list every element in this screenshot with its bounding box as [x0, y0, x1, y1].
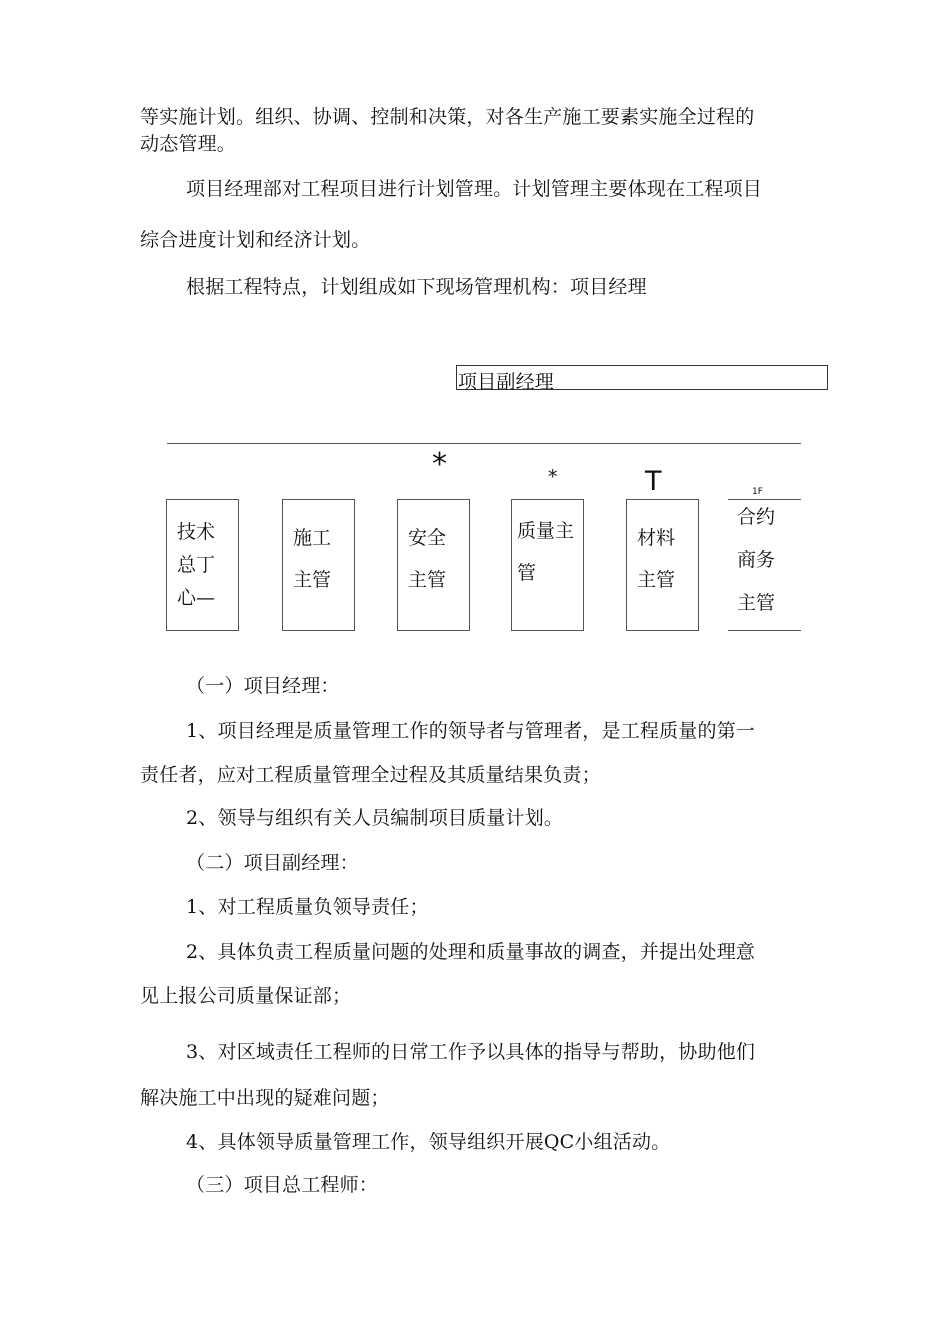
paragraph-1-line-1: 等实施计划。组织、协调、控制和决策，对各生产施工要素实施全过程的	[140, 106, 755, 128]
paragraph-2-line-1: 项目经理部对工程项目进行计划管理。计划管理主要体现在工程项目	[186, 178, 763, 200]
section-2-item-3-line-2: 解决施工中出现的疑难问题；	[140, 1087, 390, 1109]
section-2-item-2-line-1: 2、具体负责工程质量问题的处理和质量事故的调查，并提出处理意	[186, 941, 756, 963]
unit-label-safety: 安全 主管	[408, 527, 447, 591]
section-3-title: （三）项目总工程师：	[186, 1174, 379, 1196]
section-2-item-2-line-2: 见上报公司质量保证部；	[140, 985, 352, 1007]
tiny-mark: 1F	[752, 487, 763, 497]
star-mark-small: *	[548, 466, 558, 488]
section-2-item-1: 1、对工程质量负领导责任；	[186, 896, 429, 918]
unit-box-safety	[397, 499, 470, 631]
unit-box-materials	[626, 499, 699, 631]
section-2-item-3-line-1: 3、对区域责任工程师的日常工作予以具体的指导与帮助，协助他们	[186, 1041, 756, 1063]
unit-label-construction: 施工 主管	[293, 527, 332, 591]
section-1-item-1-line-1: 1、项目经理是质量管理工作的领导者与管理者，是工程质量的第一	[186, 720, 756, 742]
unit-box-quality	[511, 499, 584, 631]
tee-mark: T	[645, 466, 662, 497]
unit-label-technical: 技术 总丁 心—	[177, 521, 216, 609]
unit-box-construction	[282, 499, 355, 631]
section-1-item-1-line-2: 责任者，应对工程质量管理全过程及其质量结果负责；	[140, 764, 601, 786]
section-2-item-4: 4、具体领导质量管理工作，领导组织开展QC小组活动。	[186, 1131, 671, 1153]
section-2-title: （二）项目副经理：	[186, 852, 359, 874]
deputy-manager-label: 项目副经理	[458, 371, 555, 393]
section-1-item-2: 2、领导与组织有关人员编制项目质量计划。	[186, 807, 564, 829]
deputy-manager-box	[456, 365, 828, 393]
unit-box-technical	[166, 499, 239, 631]
unit-box-contracts	[728, 499, 801, 631]
chart-connector-line	[167, 443, 801, 444]
unit-label-materials: 材料 主管	[637, 527, 676, 591]
unit-label-quality: 质量主 管	[517, 520, 575, 584]
section-1-title: （一）项目经理：	[186, 675, 340, 697]
paragraph-1-line-2: 动态管理。	[140, 133, 237, 155]
paragraph-2-line-2: 综合进度计划和经济计划。	[140, 229, 371, 251]
paragraph-3-line-1: 根据工程特点，计划组成如下现场管理机构：项目经理	[186, 276, 647, 298]
unit-label-contracts: 合约 商务 主管	[737, 506, 776, 614]
star-mark-large: *	[432, 447, 447, 482]
